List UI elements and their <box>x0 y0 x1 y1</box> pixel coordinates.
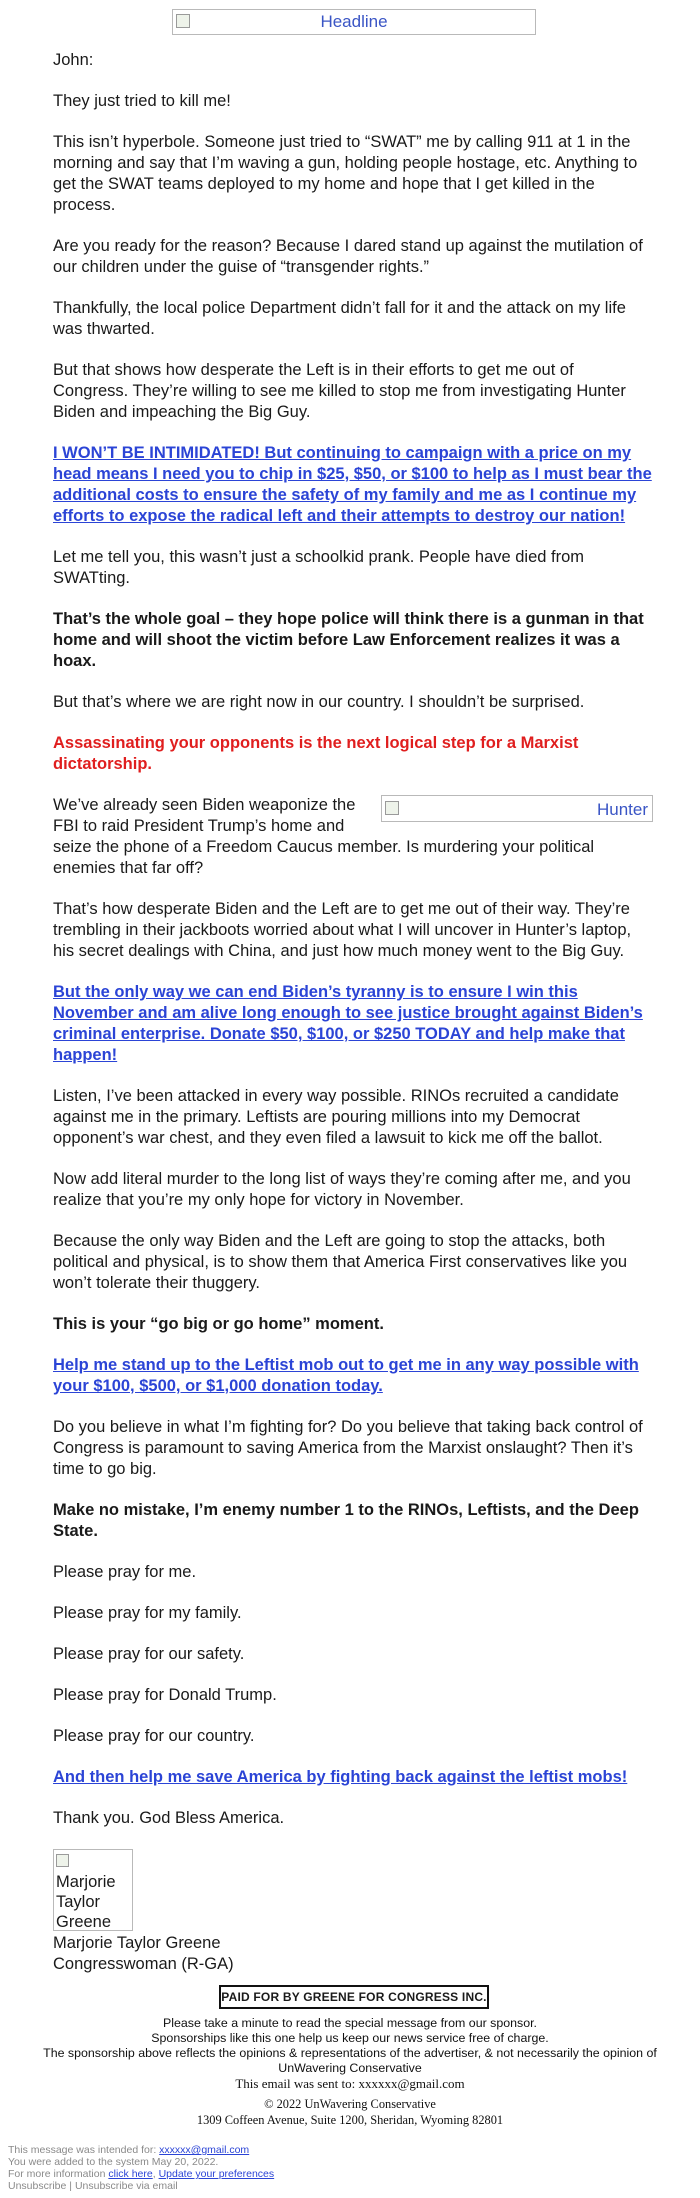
cta-paragraph <box>53 443 653 527</box>
intended-email-link[interactable]: xxxxxx@gmail.com <box>159 2144 250 2156</box>
hunter-image-alt: Hunter <box>596 800 648 819</box>
greeting: John: <box>53 51 94 69</box>
unsubscribe-line: Unsubscribe | Unsubscribe via email <box>8 2180 178 2192</box>
added-line: You were added to the system May 20, 2022. <box>8 2156 219 2168</box>
paragraph: Are you ready for the reason? Because I dared stand up against the mutilation of our children under the guise of “transgender rights.” <box>53 237 643 276</box>
intended-for-line: This message was intended for: xxxxxx@gmail.com <box>8 2144 250 2156</box>
broken-image-icon <box>176 14 190 28</box>
donate-link-3[interactable]: Help me stand up to the Leftist mob out to get me in any way possible with your $100, $500, or $1,000 donation today. <box>53 1356 639 1395</box>
headline-image[interactable] <box>172 9 536 35</box>
copyright-line: © 2022 UnWavering Conservative <box>264 2097 436 2111</box>
signature-name: Marjorie Taylor Greene <box>53 1934 221 1952</box>
signature-image <box>53 1849 133 1931</box>
closing: Thank you. God Bless America. <box>53 1809 285 1827</box>
paragraph: But that’s where we are right now in our country. I shouldn’t be surprised. <box>53 693 585 711</box>
signature-image-alt: Marjorie Taylor Greene <box>56 1873 116 1931</box>
unsubscribe-email-link[interactable]: Unsubscribe via email <box>74 2180 178 2192</box>
paragraph: They just tried to kill me! <box>53 92 231 110</box>
broken-image-icon <box>56 1854 69 1867</box>
pray-line: Please pray for Donald Trump. <box>53 1686 277 1704</box>
sent-to-line: This email was sent to: xxxxxx@gmail.com <box>235 2076 465 2091</box>
hunter-image[interactable] <box>381 795 653 822</box>
signature-title: Congresswoman (R-GA) <box>53 1955 234 1973</box>
paragraph: Now add literal murder to the long list of ways they’re coming after me, and you realize that you’re my only hope for victory in November. <box>53 1170 631 1209</box>
paragraph: Let me tell you, this wasn’t just a schoolkid prank. People have died from SWATting. <box>53 548 585 587</box>
donate-link-4[interactable]: And then help me save America by fighting back against the leftist mobs! <box>53 1768 628 1786</box>
broken-image-icon <box>385 801 399 815</box>
paragraph-with-image <box>53 795 653 879</box>
paragraph: Listen, I’ve been attacked in every way possible. RINOs recruited a candidate against me in the primary. Leftists are pouring millions into my Democrat opponent’s war chest, and they even filed a lawsuit to kick me off the ballot. <box>53 1087 619 1147</box>
copyright-block <box>30 2096 670 2128</box>
donate-link-1[interactable]: I WON’T BE INTIMIDATED! But continuing to campaign with a price on my head means I need you to chip in $25, $50, or $100 to help as I must bear the additional costs to ensure the safety of my family and me as I continue my efforts to expose the radical left and their attempts to destroy our nation! <box>53 444 652 525</box>
pray-line: Please pray for me. <box>53 1563 197 1581</box>
paragraph-bold: That’s the whole goal – they hope police will think there is a gunman in that home and will shoot the victim before Law Enforcement realizes it was a hoax. <box>53 610 644 670</box>
address-line: 1309 Coffeen Avenue, Suite 1200, Sheridan, Wyoming 82801 <box>196 2113 504 2127</box>
paragraph-bold: Make no mistake, I’m enemy number 1 to the RINOs, Leftists, and the Deep State. <box>53 1501 639 1540</box>
sponsor-line: The sponsorship above reflects the opinions & representations of the advertiser, & not necessarily the opinion of UnWavering Conservative <box>43 2046 657 2075</box>
paragraph: That’s how desperate Biden and the Left are to get me out of their way. They’re trembling in their jackboots worried about what I will uncover in Hunter’s laptop, his secret dealings with China, and just how much money went to the Big Guy. <box>53 900 632 960</box>
paragraph: Do you believe in what I’m fighting for? Do you believe that taking back control of Congress is paramount to saving America from the Marxist onslaught? Then it’s time to go big. <box>53 1418 643 1478</box>
email-footer <box>8 2144 688 2192</box>
paragraph-red: Assassinating your opponents is the next logical step for a Marxist dictatorship. <box>53 734 579 773</box>
cta-paragraph <box>53 1767 653 1788</box>
paragraph: This isn’t hyperbole. Someone just tried to “SWAT” me by calling 911 at 1 in the morning and say that I’m waving a gun, holding people hostage, etc. Anything to get the SWAT teams deployed to my home and hope that I get killed in the process. <box>53 133 638 214</box>
pray-line: Please pray for our country. <box>53 1727 255 1745</box>
unsubscribe-link[interactable]: Unsubscribe <box>8 2180 67 2192</box>
sponsor-message <box>30 2016 670 2091</box>
cta-paragraph <box>53 982 653 1066</box>
paragraph-bold: This is your “go big or go home” moment. <box>53 1315 384 1333</box>
sponsor-line: Sponsorships like this one help us keep our news service free of charge. <box>151 2031 549 2045</box>
headline-image-alt: Headline <box>320 12 388 31</box>
paragraph: But that shows how desperate the Left is in their efforts to get me out of Congress. They’re willing to see me killed to stop me from investigating Hunter Biden and impeaching the Big Guy. <box>53 361 626 421</box>
paragraph-text: We’ve already seen Biden weaponize the FBI to raid President Trump’s home and seize the phone of a Freedom Caucus member. Is murdering your political enemies that far off? <box>53 796 595 877</box>
more-info-line: For more information click here, Update your preferences <box>8 2168 275 2180</box>
update-preferences-link[interactable]: Update your preferences <box>158 2168 275 2180</box>
pray-line: Please pray for my family. <box>53 1604 242 1622</box>
paragraph: Because the only way Biden and the Left are going to stop the attacks, both political and physical, is to show them that America First conservatives like you won’t tolerate their thuggery. <box>53 1232 628 1292</box>
paragraph: Thankfully, the local police Department didn’t fall for it and the attack on my life was thwarted. <box>53 299 626 338</box>
click-here-link[interactable]: click here <box>108 2168 153 2180</box>
cta-paragraph <box>53 1355 653 1397</box>
letter-body <box>53 50 653 1975</box>
donate-link-2[interactable]: But the only way we can end Biden’s tyranny is to ensure I win this November and am alive long enough to see justice brought against Biden’s criminal enterprise. Donate $50, $100, or $250 TODAY and help make that happen! <box>53 983 643 1064</box>
sponsor-line: Please take a minute to read the special message from our sponsor. <box>163 2016 537 2030</box>
paid-for-disclaimer: PAID FOR BY GREENE FOR CONGRESS INC. <box>219 1985 489 2009</box>
pray-line: Please pray for our safety. <box>53 1645 245 1663</box>
